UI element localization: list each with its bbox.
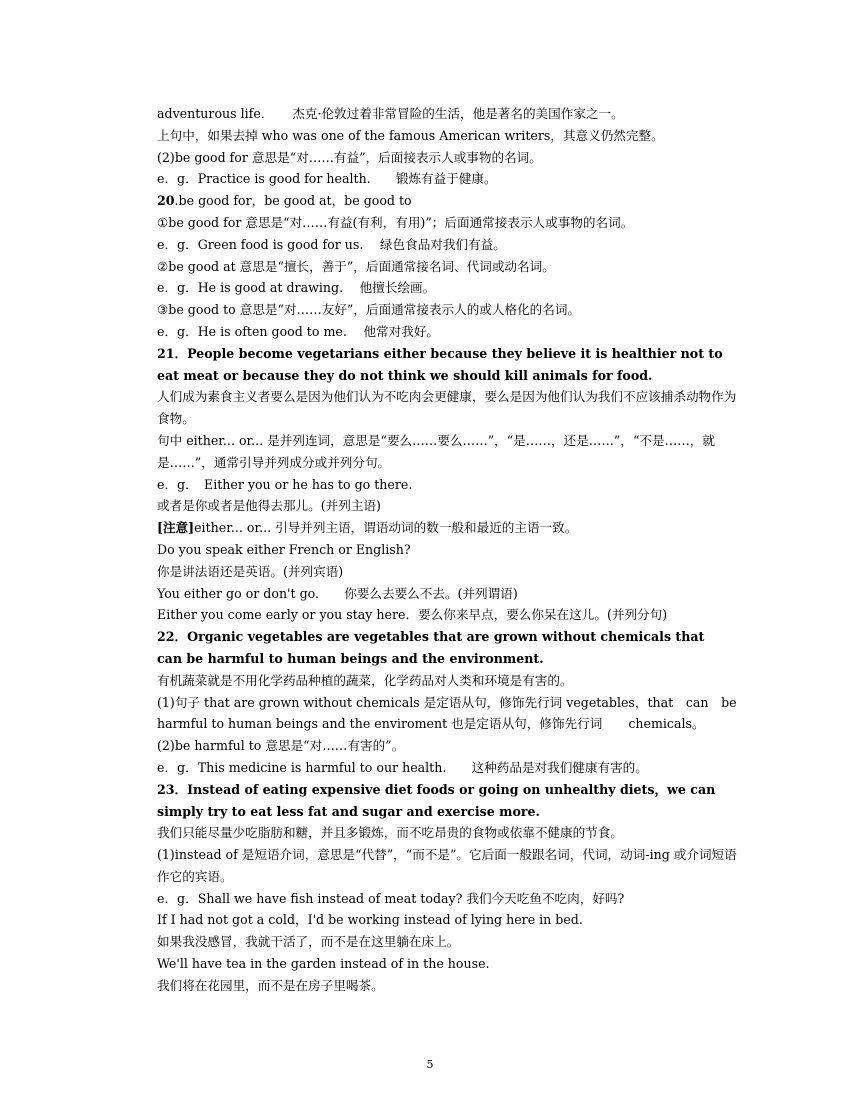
text-line: ③be good to 意思是“对……友好”，后面通常接表示人的或人格化的名词。 xyxy=(157,302,581,318)
text-paragraph: 句中 either... or... 是并列连词，意思是“要么……要么……”，“是……，还是……”，“不是……，就是……”，通常引导并列成分或并列分句。 xyxy=(157,432,715,470)
text-line: 我们只能尽量少吃脂肪和糖，并且多锻炼，而不吃昂贵的食物或依靠不健康的节食。 xyxy=(157,825,623,841)
text-line: ②be good at 意思是“擅长，善于”，后面通常接名词、代词或动名词。 xyxy=(157,258,555,274)
text-line: (2)be harmful to 意思是“对……有害的”。 xyxy=(157,738,405,754)
text-line: We'll have tea in the garden instead of in the house. xyxy=(157,956,490,972)
section-heading-22 xyxy=(157,626,737,648)
text-line: ①be good for 意思是“对……有益(有利，有用)”；后面通常接表示人或事物的名词。 xyxy=(157,214,634,230)
section-heading-text: simply try to eat less fat and sugar and exercise more. xyxy=(157,803,540,819)
text-line: 我们将在花园里，而不是在房子里喝茶。 xyxy=(157,977,384,993)
text-line xyxy=(157,713,737,735)
section-heading-text: Organic vegetables are vegetables that are grown without chemicals that xyxy=(187,629,705,645)
note-text: either... or... 引导并列主语，谓语动词的数一般和最近的主语一致。 xyxy=(194,520,578,536)
note-marker: [注意] xyxy=(157,520,195,536)
text-line: e．g．He is good at drawing. 他擅长绘画。 xyxy=(157,280,436,296)
section-heading-text: eat meat or because they do not think we should kill animals for food. xyxy=(157,367,653,383)
text-line: adventurous life． 杰克·伦敦过着非常冒险的生活，他是著名的美国作家之一。 xyxy=(157,106,624,121)
text-fragment: chemicals。 xyxy=(628,716,705,732)
section-number: 21． xyxy=(157,345,188,361)
page-number: 5 xyxy=(426,1058,434,1071)
section-number: 20 xyxy=(157,193,175,209)
section-heading-text: can be harmful to human beings and the environment. xyxy=(157,650,544,666)
text-line: e．g．Shall we have fish instead of meat today? 我们今天吃鱼不吃肉，好吗? xyxy=(157,890,625,906)
text-line: Either you come early or you stay here．要么你来早点，要么你呆在这儿。(并列分句) xyxy=(157,607,668,623)
text-line: 如果我没感冒，我就干活了，而不是在这里躺在床上。 xyxy=(157,934,460,950)
section-heading-text: be good for，be good at，be good to xyxy=(178,193,412,209)
section-number: 23． xyxy=(157,781,188,797)
text-paragraph: (1)instead of 是短语介词，意思是“代替”，“而不是”。它后面一般跟名词，代词，动词-ing 或介词短语作它的宾语。 xyxy=(157,847,737,884)
text-line: e．g． Either you or he has to go there. xyxy=(157,476,413,492)
text-line: e．g．Green food is good for us. 绿色食品对我们有益。 xyxy=(157,236,506,252)
section-heading-23 xyxy=(157,779,737,801)
text-line: e．g．This medicine is harmful to our health. 这种药品是对我们健康有害的。 xyxy=(157,759,648,775)
text-line: e．g．Practice is good for health. 锻炼有益于健康。 xyxy=(157,171,497,187)
text-line: You either go or don't go. 你要么去要么不去。(并列谓语) xyxy=(157,585,518,601)
document-body xyxy=(157,103,737,997)
text-line: (1)句子 that are grown without chemicals 是定语从句，修饰先行词 vegetables，that can be xyxy=(157,694,737,710)
text-fragment: harmful to human beings and the enviroment 也是定语从句，修饰先行词 xyxy=(157,716,603,732)
text-line: If I had not got a cold，I'd be working instead of lying here in bed. xyxy=(157,912,583,928)
text-line: 或者是你或者是他得去那儿。(并列主语) xyxy=(157,498,381,514)
section-heading-20: 20.be good for，be good at，be good to xyxy=(157,193,412,209)
section-heading-text: People become vegetarians either because they believe it is healthier not to xyxy=(187,345,723,361)
section-number: 22． xyxy=(157,629,188,645)
text-line: e．g．He is often good to me. 他常对我好。 xyxy=(157,323,440,339)
text-line: 你是讲法语还是英语。(并列宾语) xyxy=(157,563,344,579)
text-line: 有机蔬菜就是不用化学药品种植的蔬菜，化学药品对人类和环境是有害的。 xyxy=(157,672,573,688)
section-heading-21 xyxy=(157,343,737,365)
text-line: Do you speak either French or English? xyxy=(157,541,411,557)
note-line xyxy=(157,517,737,539)
section-heading-text: Instead of eating expensive diet foods or going on unhealthy diets，we can xyxy=(187,781,716,797)
text-line: (2)be good for 意思是“对……有益”，后面接表示人或事物的名词。 xyxy=(157,149,542,165)
text-paragraph: 人们成为素食主义者要么是因为他们认为不吃肉会更健康，要么是因为他们认为我们不应该捕杀动物作为食物。 xyxy=(157,389,737,427)
text-line: 上句中，如果去掉 who was one of the famous American writers，其意义仍然完整。 xyxy=(157,127,664,143)
